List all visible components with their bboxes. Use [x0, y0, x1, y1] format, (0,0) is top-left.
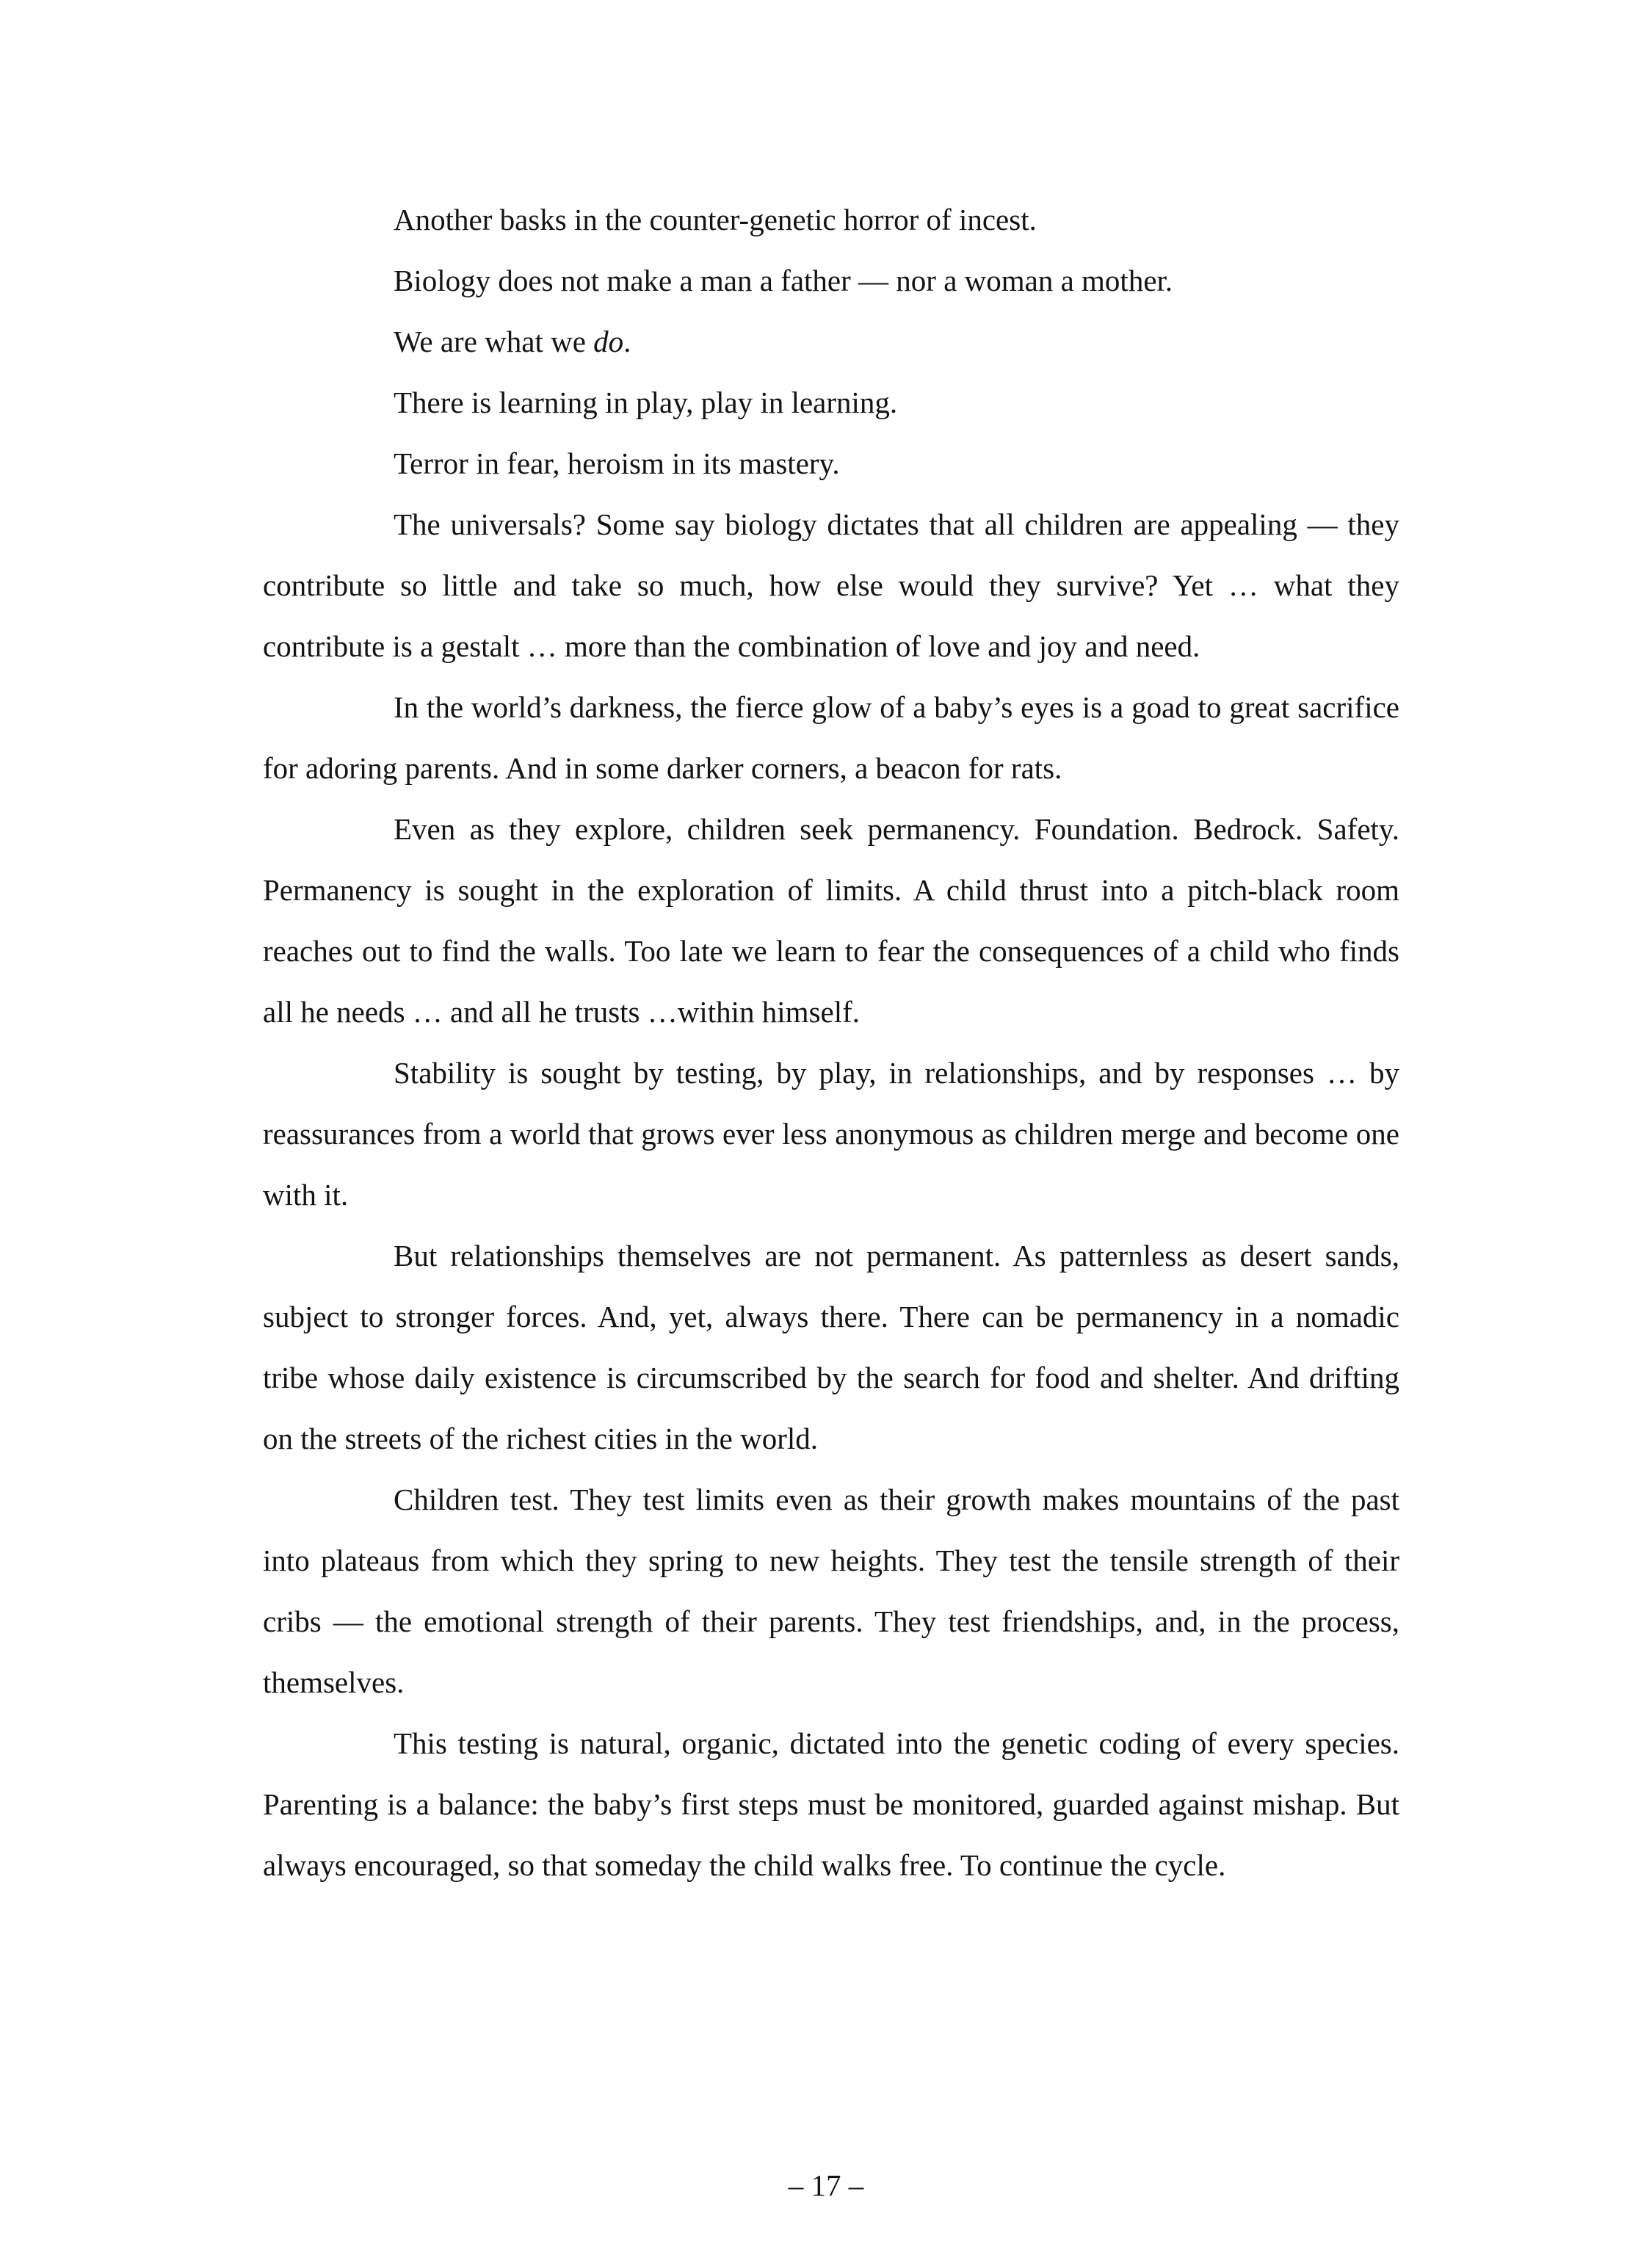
- text-line-we-are: [263, 311, 1399, 372]
- text-line: Another basks in the counter-genetic horror of incest.: [394, 203, 1037, 236]
- text-fragment: We are what we: [394, 325, 594, 358]
- paragraph: Stability is sought by testing, by play, in relationships, and by responses … by reassurances from a world that grows ever less anonymous as children merge and become one with it.: [263, 1056, 1399, 1212]
- text-fragment: .: [623, 325, 631, 358]
- page-number: – 17 –: [788, 2168, 864, 2202]
- paragraph: But relationships themselves are not permanent. As patternless as desert sands, subject to stronger forces. And, yet, always there. There can be permanency in a nomadic tribe whose daily existence is circumscribed by the search for food and shelter. And drifting on the streets of the richest cities in the world.: [263, 1239, 1399, 1455]
- body-text: [263, 189, 1399, 1896]
- paragraph: Even as they explore, children seek permanency. Foundation. Bedrock. Safety. Permanency is sought in the exploration of limits. A child thrust into a pitch-black room reaches out to find the walls. Too late we learn to fear the consequences of a child who finds all he needs … and all he trusts …within himself.: [263, 812, 1399, 1029]
- text-line: Terror in fear, heroism in its mastery.: [394, 446, 840, 480]
- text-line: Biology does not make a man a father — nor a woman a mother.: [394, 264, 1173, 297]
- paragraph: This testing is natural, organic, dictated into the genetic coding of every species. Parenting is a balance: the baby’s first steps must be monitored, guarded against mishap. But always encouraged, so that someday the child walks free. To continue the cycle.: [263, 1726, 1399, 1882]
- paragraph: Children test. They test limits even as their growth makes mountains of the past into plateaus from which they spring to new heights. They test the tensile strength of their cribs — the emotional strength of their parents. They test friendships, and, in the process, themselves.: [263, 1483, 1399, 1699]
- paragraph: In the world’s darkness, the fierce glow of a baby’s eyes is a goad to great sacrifice for adoring parents. And in some darker corners, a beacon for rats.: [263, 690, 1399, 785]
- emphasis-text: do: [593, 325, 624, 358]
- text-line: There is learning in play, play in learning.: [394, 386, 898, 419]
- paragraph: The universals? Some say biology dictates that all children are appealing — they contribute so little and take so much, how else would they survive? Yet … what they contribute is a gestalt … more than the combination of love and joy and need.: [263, 507, 1399, 663]
